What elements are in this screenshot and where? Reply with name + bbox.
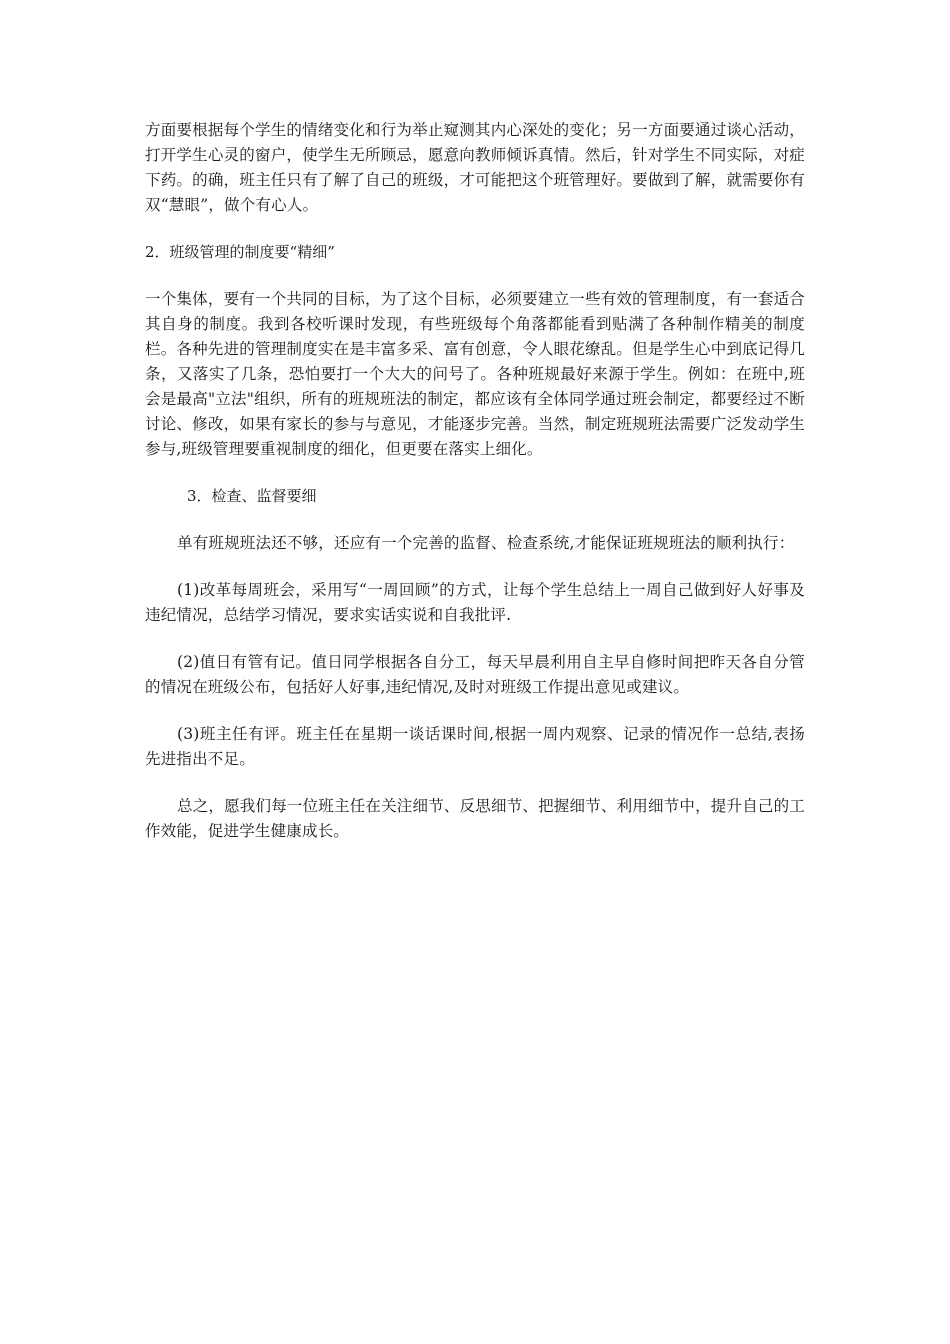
list-item-2: (2)值日有管有记。值日同学根据各自分工，每天早晨利用自主早自修时间把昨天各自分管的情况在班级公布，包括好人好事,违纪情况,及时对班级工作提出意见或建议。 [145,653,805,696]
paragraph-intro-continuation: 方面要根据每个学生的情绪变化和行为举止窥测其内心深处的变化；另一方面要通过谈心活动，打开学生心灵的窗户，使学生无所顾忌，愿意向教师倾诉真情。然后，针对学生不同实际，对症下药。的确，班主任只有了解了自己的班级，才可能把这个班管理好。要做到了解，就需要你有双“慧眼”，做个有心人。 [145,121,805,214]
paragraph-section-3-intro: 单有班规班法还不够，还应有一个完善的监督、检查系统,才能保证班规班法的顺利执行： [177,534,795,552]
section-heading-3: 3．检查、监督要细 [187,487,317,505]
list-item-3: (3)班主任有评。班主任在星期一谈话课时间,根据一周内观察、记录的情况作一总结,表扬先进指出不足。 [145,725,805,768]
list-item-1: (1)改革每周班会，采用写“一周回顾”的方式，让每个学生总结上一周自己做到好人好事及违纪情况，总结学习情况，要求实话实说和自我批评. [145,581,805,624]
paragraph-section-2-body: 一个集体，要有一个共同的目标，为了这个目标，必须要建立一些有效的管理制度，有一套适合其自身的制度。我到各校听课时发现，有些班级每个角落都能看到贴满了各种制作精美的制度栏。各种先进的管理制度实在是丰富多采、富有创意，令人眼花缭乱。但是学生心中到底记得几条，又落实了几条，恐怕要打一个大大的问号了。各种班规最好来源于学生。例如：在班中,班会是最高"立法"组织，所有的班规班法的制定，都应该有全体同学通过班会制定，都要经过不断讨论、修改，如果有家长的参与与意见，才能逐步完善。当然，制定班规班法需要广泛发动学生参与,班级管理要重视制度的细化，但更要在落实上细化。 [145,290,805,458]
section-heading-2: 2．班级管理的制度要“精细” [145,243,335,261]
document-page [145,118,805,844]
paragraph-conclusion: 总之，愿我们每一位班主任在关注细节、反思细节、把握细节、利用细节中，提升自己的工作效能，促进学生健康成长。 [145,797,806,840]
